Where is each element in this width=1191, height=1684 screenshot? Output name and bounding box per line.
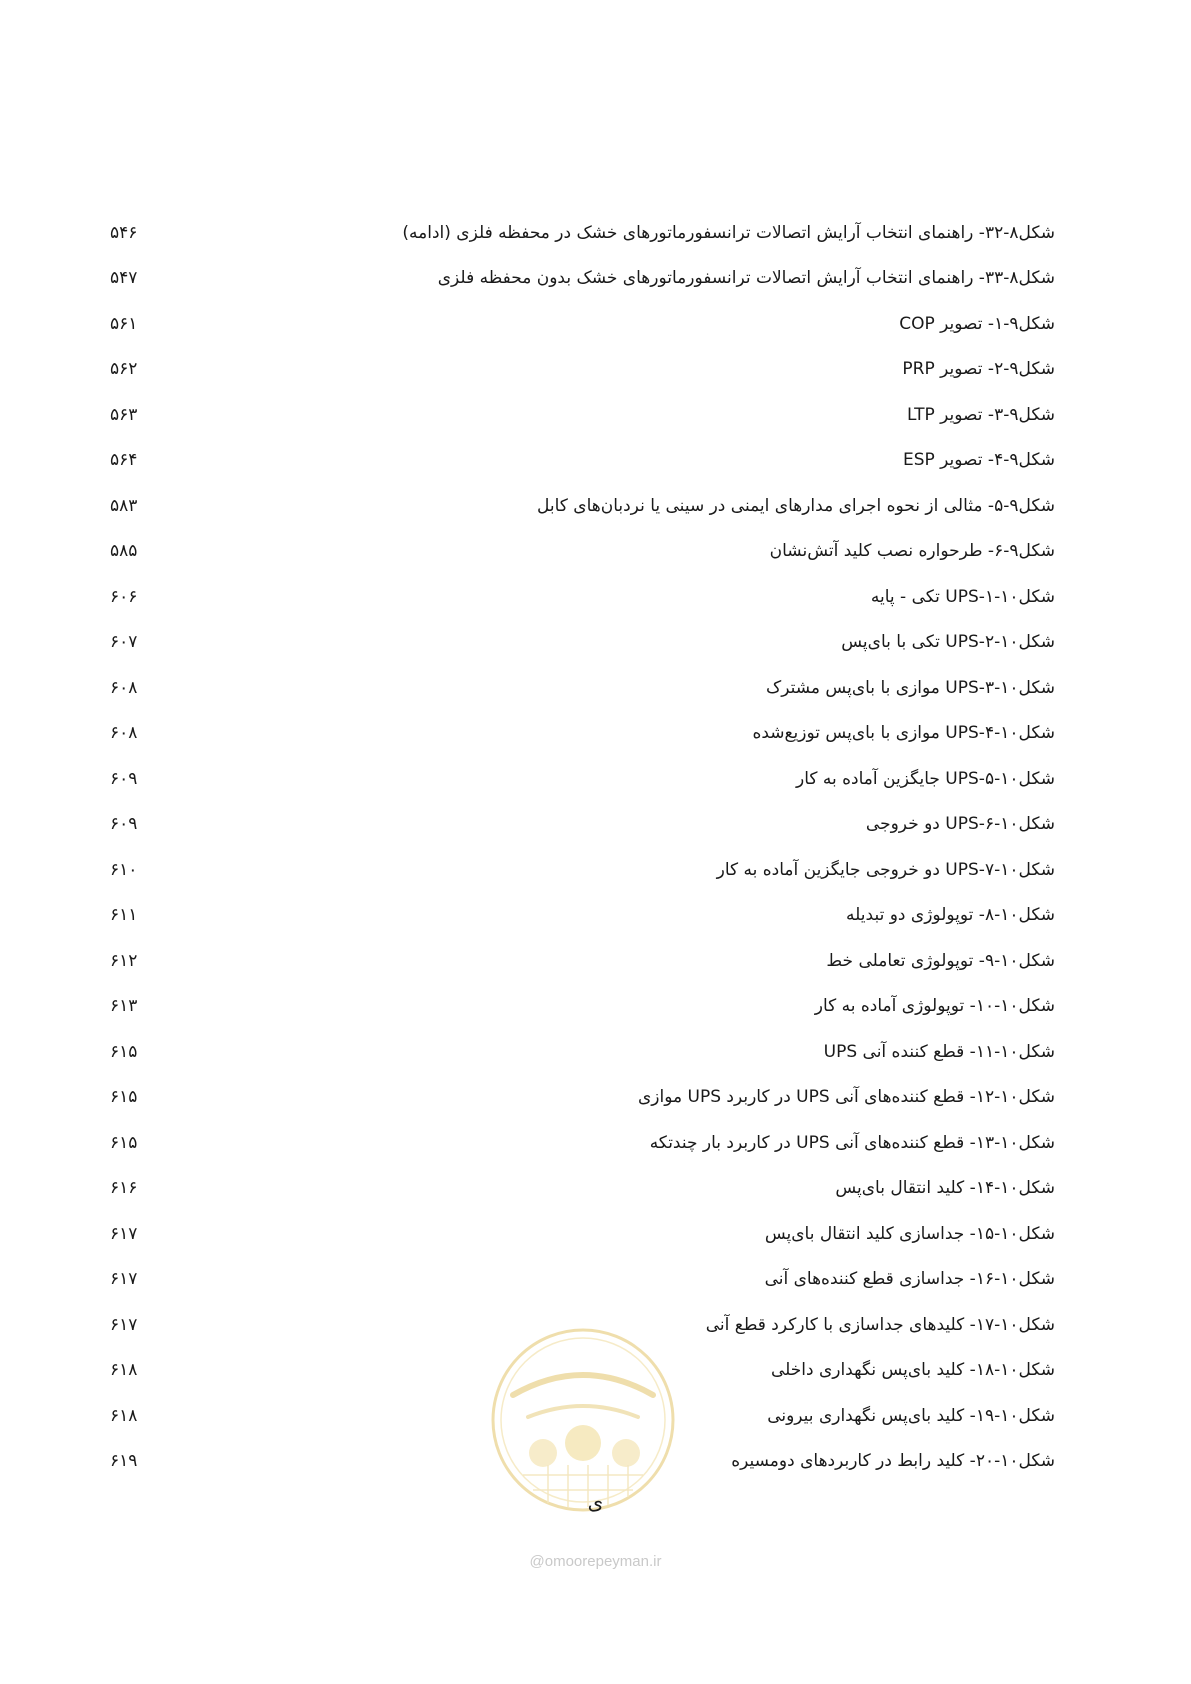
figure-page-number: ۶۱۸ — [110, 1360, 138, 1381]
figure-title: شکل۸-۳۳- راهنمای انتخاب آرایش اتصالات ترانسفورماتورهای خشک بدون محفظه فلزی — [437, 268, 1055, 289]
figure-title: شکل۱۰-۱۷- کلیدهای جداسازی با کارکرد قطع آنی — [705, 1314, 1055, 1335]
figure-page-number: ۶۱۰ — [110, 859, 138, 880]
figure-list-item — [110, 301, 1055, 347]
figure-page-number: ۶۱۷ — [110, 1314, 138, 1335]
figure-page-number: ۵۶۱ — [110, 313, 138, 334]
watermark-logo — [488, 1325, 678, 1515]
figure-page-number: ۵۶۴ — [110, 450, 138, 471]
figure-page-number: ۶۱۵ — [110, 1087, 138, 1108]
figure-page-number: ۶۱۲ — [110, 950, 138, 971]
figure-list-item — [110, 1257, 1055, 1303]
figure-title: شکل۱۰-۱۹- کلید بای‌پس نگهداری بیرونی — [767, 1405, 1055, 1426]
figure-title: شکل۱۰-۸- توپولوژی دو تبدیله — [846, 905, 1055, 926]
figure-page-number: ۵۸۵ — [110, 541, 138, 562]
figure-title: شکل۱۰-۲-UPS تکی با بای‌پس — [841, 632, 1055, 653]
figure-title: شکل۹-۱- تصویر COP — [899, 313, 1055, 334]
figure-page-number: ۵۴۷ — [110, 268, 138, 289]
watermark-site-text: @omoorepeyman.ir — [529, 1553, 662, 1570]
figure-page-number: ۵۶۲ — [110, 359, 138, 380]
figure-list-item — [110, 210, 1055, 256]
figure-title: شکل۹-۵- مثالی از نحوه اجرای مدارهای ایمنی در سینی یا نردبان‌های کابل — [536, 495, 1055, 516]
figure-page-number: ۶۱۷ — [110, 1269, 138, 1290]
figure-title: شکل۱۰-۳-UPS موازی با بای‌پس مشترک — [766, 677, 1055, 698]
figure-title: شکل۱۰-۱۶- جداسازی قطع کننده‌های آنی — [764, 1269, 1055, 1290]
figure-page-number: ۶۰۸ — [110, 677, 138, 698]
figure-page-number: ۶۱۵ — [110, 1041, 138, 1062]
figure-page-number: ۶۱۹ — [110, 1451, 138, 1472]
figure-list-item — [110, 1075, 1055, 1121]
figure-list-item — [110, 483, 1055, 529]
figure-page-number: ۶۰۹ — [110, 768, 138, 789]
figure-title: شکل۱۰-۶-UPS دو خروجی — [865, 814, 1055, 835]
figure-list-item — [110, 802, 1055, 848]
figure-list-item — [110, 984, 1055, 1030]
figure-title: شکل۱۰-۷-UPS دو خروجی جایگزین آماده به کار — [716, 859, 1055, 880]
figure-page-number: ۶۱۷ — [110, 1223, 138, 1244]
figure-title: شکل۱۰-۱۲- قطع کننده‌های آنی UPS در کاربرد UPS موازی — [637, 1087, 1055, 1108]
figure-title: شکل۱۰-۹- توپولوژی تعاملی خط — [826, 950, 1055, 971]
figure-list-item — [110, 1029, 1055, 1075]
figure-list-item — [110, 893, 1055, 939]
figure-list-item — [110, 665, 1055, 711]
figure-list-item — [110, 938, 1055, 984]
figure-page-number: ۵۸۳ — [110, 495, 138, 516]
figure-page-number: ۶۰۶ — [110, 586, 138, 607]
figure-title: شکل۱۰-۱۵- جداسازی کلید انتقال بای‌پس — [764, 1223, 1055, 1244]
figure-list-item — [110, 574, 1055, 620]
figure-title: شکل۱۰-۱-UPS تکی - پایه — [870, 586, 1055, 607]
figure-list-item — [110, 392, 1055, 438]
figure-list-item — [110, 529, 1055, 575]
figure-title: شکل۸-۳۲- راهنمای انتخاب آرایش اتصالات ترانسفورماتورهای خشک در محفظه فلزی (ادامه) — [402, 222, 1055, 243]
figure-list-item — [110, 756, 1055, 802]
figure-list-item — [110, 847, 1055, 893]
figure-title: شکل۱۰-۱۱- قطع کننده آنی UPS — [823, 1041, 1055, 1062]
figure-title: شکل۹-۶- طرحواره نصب کلید آتش‌نشان — [769, 541, 1055, 562]
figure-title: شکل۹-۴- تصویر ESP — [902, 450, 1055, 471]
figure-page-number: ۶۱۱ — [110, 905, 138, 926]
figure-list-item — [110, 438, 1055, 484]
figure-list-item — [110, 347, 1055, 393]
figure-list-item — [110, 711, 1055, 757]
figure-list-item — [110, 1211, 1055, 1257]
figure-list — [110, 210, 1055, 1484]
figure-page-number: ۶۰۹ — [110, 814, 138, 835]
figure-title: شکل۱۰-۱۰- توپولوژی آماده به کار — [814, 996, 1055, 1017]
figure-page-number: ۶۱۵ — [110, 1132, 138, 1153]
figure-page-number: ۵۶۳ — [110, 404, 138, 425]
page-number: ی — [587, 1490, 604, 1514]
figure-page-number: ۶۱۶ — [110, 1178, 138, 1199]
figure-page-number: ۶۰۷ — [110, 632, 138, 653]
figure-title: شکل۱۰-۴-UPS موازی با بای‌پس توزیع‌شده — [752, 723, 1055, 744]
figure-title: شکل۱۰-۱۴- کلید انتقال بای‌پس — [835, 1178, 1055, 1199]
figure-list-item — [110, 1166, 1055, 1212]
figure-title: شکل۹-۲- تصویر PRP — [902, 359, 1055, 380]
figure-title: شکل۱۰-۱۸- کلید بای‌پس نگهداری داخلی — [770, 1360, 1055, 1381]
figure-title: شکل۹-۳- تصویر LTP — [906, 404, 1055, 425]
figure-page-number: ۶۱۸ — [110, 1405, 138, 1426]
figure-title: شکل۱۰-۱۳- قطع کننده‌های آنی UPS در کاربرد بار چندتکه — [649, 1132, 1055, 1153]
figure-list-item — [110, 256, 1055, 302]
figure-list-item — [110, 620, 1055, 666]
figure-page-number: ۶۱۳ — [110, 996, 138, 1017]
figure-title: شکل۱۰-۵-UPS جایگزین آماده به کار — [796, 768, 1055, 789]
figure-page-number: ۶۰۸ — [110, 723, 138, 744]
figure-page-number: ۵۴۶ — [110, 222, 138, 243]
figure-list-item — [110, 1120, 1055, 1166]
figure-title: شکل۱۰-۲۰- کلید رابط در کاربردهای دومسیره — [731, 1451, 1055, 1472]
